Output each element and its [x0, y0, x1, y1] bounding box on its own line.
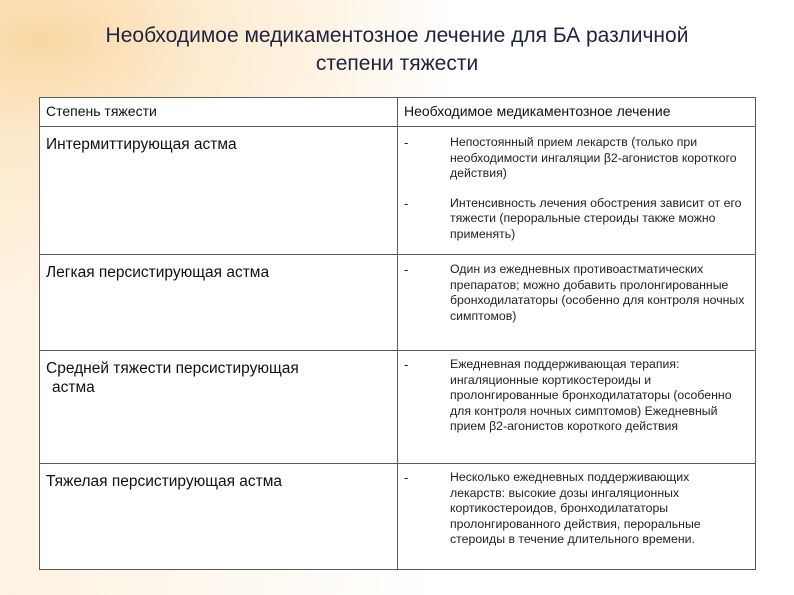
- bullet-dash: -: [404, 135, 409, 150]
- treatment-text: Несколько ежедневных поддерживающих лекарств: высокие дозы ингаляционных кортикостероидов, бронходилататоры пролонгированного действия, пероральные стероиды в течение длительного времени.: [450, 470, 701, 546]
- treatment-item: [398, 351, 755, 435]
- severity-line-1: Средней тяжести персистирующая: [46, 360, 299, 377]
- table-row: [40, 351, 756, 464]
- severity-cell: [40, 351, 398, 464]
- table-header-row: [40, 98, 756, 127]
- table-row: [40, 255, 756, 351]
- table-row: [40, 127, 756, 255]
- treatment-table: [39, 97, 756, 570]
- treatment-text: Непостоянный прием лекарств (только при необходимости ингаляции β2-агонистов короткого действия): [450, 135, 737, 180]
- severity-line-2: астма: [52, 379, 95, 396]
- treatment-cell: [398, 464, 756, 570]
- treatment-text: Интенсивность лечения обострения зависит от его тяжести (пероральные стероиды также можно применять): [450, 195, 742, 241]
- severity-cell: Интермиттирующая астма: [40, 127, 398, 255]
- treatment-text: Ежедневная поддерживающая терапия: ингаляционные кортикостероиды и пролонгированные бронходилататоры (особенно для контроля ночных симптомов) Ежедневный прием β2-агонистов короткого действия: [450, 357, 732, 433]
- treatment-text: Один из ежедневных противоастматических препаратов; можно добавить пролонгированные бронходилататоры (особенно для контроля ночных симптомов): [450, 262, 745, 323]
- treatment-item: [398, 255, 755, 324]
- slide-title-line-2: степени тяжести: [315, 52, 479, 75]
- bullet-dash: -: [404, 195, 409, 211]
- severity-cell: Легкая персистирующая астма: [40, 255, 398, 351]
- header-treatment: Необходимое медикаментозное лечение: [398, 98, 756, 127]
- treatment-item: [398, 127, 755, 182]
- table-row: [40, 464, 756, 570]
- slide-title-line-1: Необходимое медикаментозное лечение для БА различной: [105, 24, 689, 47]
- bullet-dash: -: [404, 470, 409, 485]
- treatment-cell: [398, 351, 756, 464]
- bullet-dash: -: [404, 357, 409, 372]
- severity-cell: Тяжелая персистирующая астма: [40, 464, 398, 570]
- treatment-cell: [398, 255, 756, 351]
- treatment-item: [398, 182, 755, 243]
- bullet-dash: -: [404, 262, 409, 277]
- slide-title: [40, 22, 754, 78]
- treatment-item: [398, 464, 755, 548]
- header-severity: Степень тяжести: [40, 98, 398, 127]
- treatment-cell: [398, 127, 756, 255]
